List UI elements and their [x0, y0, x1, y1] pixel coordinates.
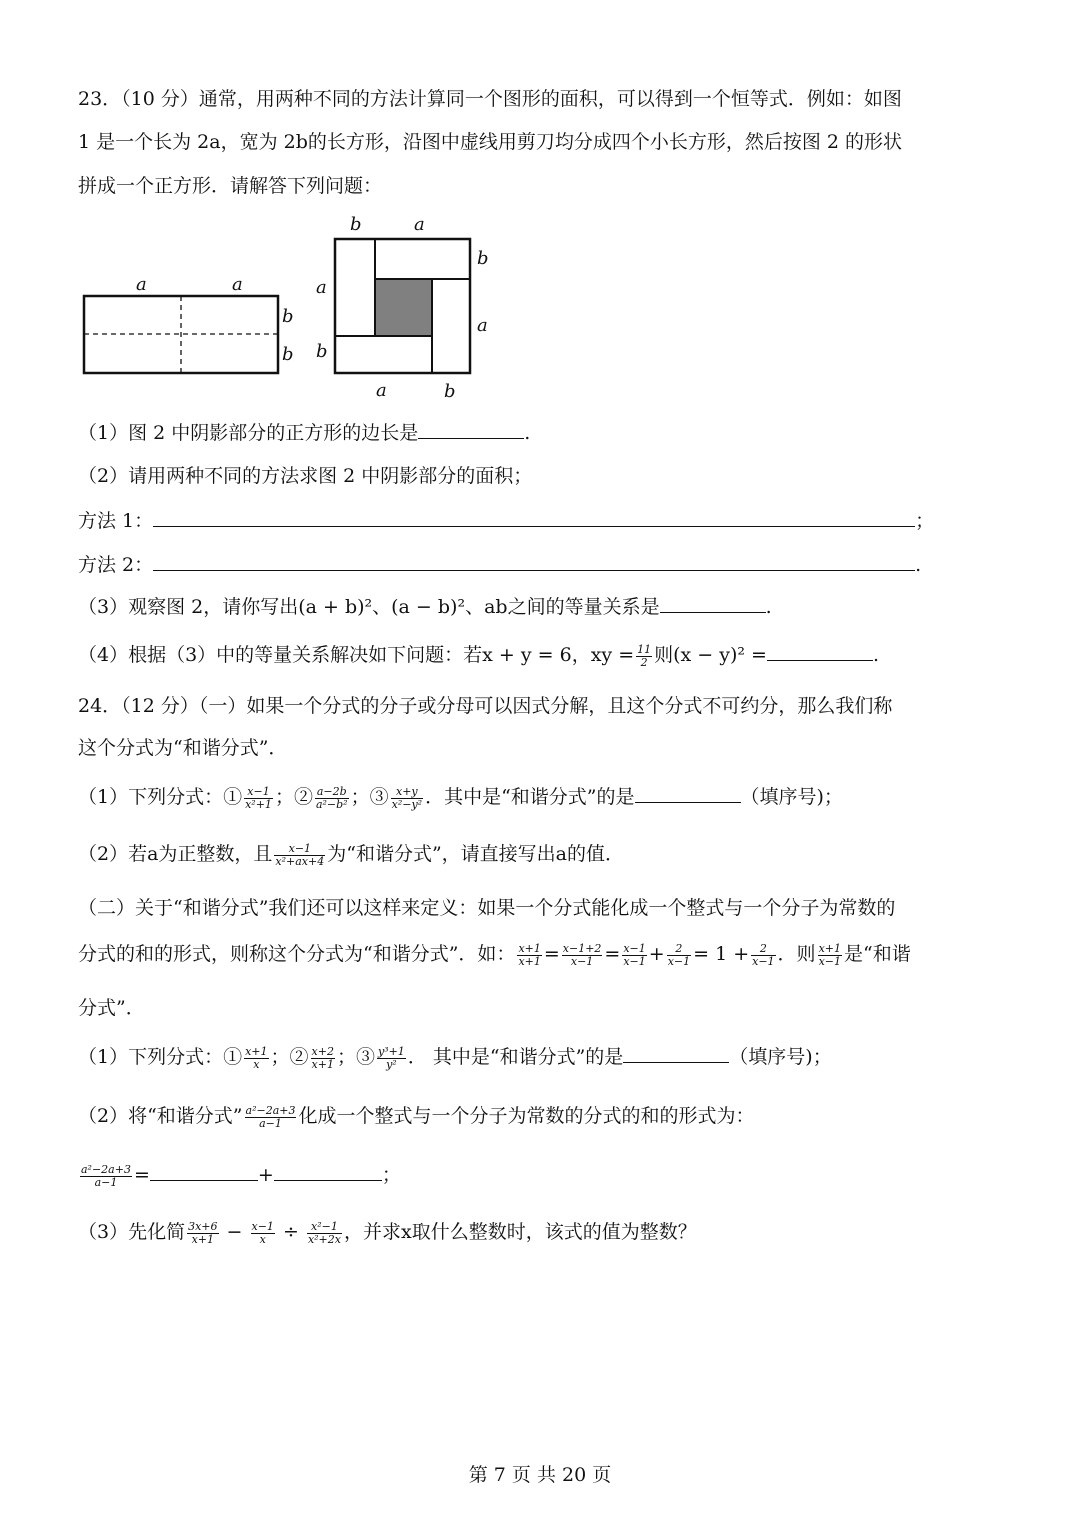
- method2-label: 方法 2：: [78, 554, 154, 576]
- q23-line2: 1 是一个长为 2a，宽为 2b的长方形，沿图中虚线用剪刀均分成四个小长方形，然后按图 2 的形状: [78, 131, 903, 153]
- shaded-square: [375, 279, 432, 336]
- answer-blank-method2[interactable]: [153, 550, 915, 571]
- q23-part4: （4）根据（3）中的等量关系解决如下问题：若x + y = 6，xy = $\frac{11}{2}$ 则(x − y)² = .: [78, 640, 879, 669]
- q24-a1-pre: （1）下列分式：①: [78, 786, 243, 808]
- frac-a2: $\frac{x-1}{\text{x²+ax+4}}$: [275, 841, 325, 868]
- answer-blank-xy[interactable]: [767, 640, 873, 661]
- frac-b3-2: $\frac{x-1}{x}$: [251, 1219, 274, 1246]
- frac-b1-2: $\frac{x+2}{x+1}$: [311, 1044, 334, 1071]
- sep: ；②: [274, 786, 313, 808]
- answer-blank-fraction-part[interactable]: [274, 1160, 382, 1181]
- ex-post: 是“和谐: [843, 943, 911, 965]
- fill-seq-note: （填序号)；: [740, 786, 843, 808]
- q23-part3: （3）观察图 2，请你写出(a + b)²、(a − b)²、ab之间的等量关系是 .: [78, 592, 772, 621]
- q24-b2-answer: $\frac{\text{a²−2a+3}}{a-1}$ = + ；: [78, 1160, 401, 1189]
- frac-ex-4: $\frac{2}{x-1}$: [667, 941, 691, 968]
- fig1-label-b-bottom: b: [282, 344, 294, 365]
- figure-1-rectangle: [70, 268, 310, 388]
- answer-blank-a1[interactable]: [635, 782, 741, 803]
- answer-blank-relation[interactable]: [660, 592, 766, 613]
- q24-line1: 24．（12 分）（一）如果一个分式的分子或分母可以因式分解，且这个分式不可约分，那么我们称: [78, 695, 893, 717]
- frac-b2-again: $\frac{\text{a²−2a+3}}{a-1}$: [81, 1162, 131, 1189]
- fig2-label-a-top: a: [414, 214, 425, 235]
- q23-part4-text-b: 则(x − y)² =: [654, 644, 767, 666]
- q23-line3: 拼成一个正方形．请解答下列问题：: [78, 175, 383, 197]
- fig2-label-b-top: b: [350, 214, 362, 235]
- frac-b3-1: $\frac{3x+6}{x+1}$: [188, 1219, 218, 1246]
- fig2-label-a-right: a: [477, 315, 488, 336]
- q24-b3: （3）先化简 $\frac{3x+6}{x+1}$ − $\frac{x-1}{x}$ ÷ $\frac{\text{x²−1}}{\text{x²+2x}}$ ，并求x取什么整数时，该式的值为整数？: [78, 1219, 697, 1246]
- ex-one: = 1 +: [693, 943, 750, 965]
- fig2-label-b-left-bottom: b: [316, 341, 328, 362]
- frac-b3-3: $\frac{\text{x²−1}}{\text{x²+2x}}$: [307, 1219, 341, 1246]
- frac-ex-1: $\frac{x+1}{x+1}$: [518, 941, 541, 968]
- fig1-label-a-left: a: [136, 274, 147, 295]
- frac-a1-3: $\frac{x+y}{\text{x²−y²}}$: [391, 784, 423, 811]
- q24-b-line3: 分式”．: [78, 997, 145, 1019]
- q24-a1: [78, 782, 843, 811]
- ex-then: ．则: [777, 943, 816, 965]
- frac-ex-6: $\frac{x+1}{x-1}$: [818, 941, 841, 968]
- q24-b1-post: ． 其中是“和谐分式”的是: [407, 1046, 624, 1068]
- q24-b-line1: （二）关于“和谐分式”我们还可以这样来定义：如果一个分式能化成一个整式与一个分子为常数的: [78, 897, 896, 919]
- answer-blank-side-length[interactable]: [418, 418, 524, 439]
- q24-a2: [78, 840, 624, 868]
- frac-b1-1: $\frac{x+1}{x}$: [245, 1044, 268, 1071]
- q24-b1: [78, 1042, 832, 1071]
- q24-b2-post: 化成一个整式与一个分子为常数的分式的和的形式为：: [298, 1105, 755, 1127]
- answer-blank-b1[interactable]: [623, 1042, 729, 1063]
- frac-ex-5: $\frac{2}{x-1}$: [752, 941, 775, 968]
- q23-method1: 方法 1： ；: [78, 506, 934, 535]
- q24-b2: [78, 1102, 755, 1130]
- method1-label: 方法 1：: [78, 510, 154, 532]
- answer-blank-method1[interactable]: [153, 506, 915, 527]
- answer-blank-integer-part[interactable]: [150, 1160, 258, 1181]
- fill-seq-note: （填序号)；: [729, 1046, 832, 1068]
- fig1-label-a-right: a: [232, 274, 243, 295]
- q24-b1-pre: （1）下列分式：①: [78, 1046, 243, 1068]
- q23-part4-text-a: （4）根据（3）中的等量关系解决如下问题：若x + y = 6，xy =: [78, 644, 635, 666]
- page-footer: 第 7 页 共 20 页: [468, 1464, 612, 1486]
- q24-b-line2-pre: 分式的和的形式，则称这个分式为“和谐分式”．如：: [78, 943, 516, 965]
- q24-b-line2: 分式的和的形式，则称这个分式为“和谐分式”．如： $\frac{x+1}{x+1}$ = $\frac{x-1+2}{x-1}$ = $\frac{x-1}{x-1}$ + $\frac{2}{x-1}$ = 1 + $\frac{2}{x-1}$ ．则 $\frac{x+1}{x-1}$ 是“和谐: [78, 941, 911, 968]
- q24-line2: 这个分式为“和谐分式”．: [78, 737, 288, 759]
- q24-b3-post: ，并求x取什么整数时，该式的值为整数？: [343, 1221, 697, 1243]
- fig1-label-b-top: b: [282, 306, 294, 327]
- q23-line1: 23．（10 分）通常，用两种不同的方法计算同一个图形的面积，可以得到一个恒等式．例如：如图: [78, 88, 902, 110]
- frac-a1-2: $\frac{a-2b}{\text{a²−b²}}$: [315, 784, 348, 811]
- q23-part2: （2）请用两种不同的方法求图 2 中阴影部分的面积；: [78, 465, 533, 487]
- frac-b2: $\frac{\text{a²−2a+3}}{a-1}$: [245, 1103, 296, 1130]
- fig2-label-b-right-top: b: [477, 248, 489, 269]
- fig2-label-b-bottom: b: [444, 381, 456, 402]
- sep: ；③: [350, 786, 389, 808]
- q24-a2-post: 为“和谐分式”，请直接写出a的值．: [327, 843, 624, 865]
- frac-a1-1: $\frac{x-1}{\text{x²+1}}$: [245, 784, 272, 811]
- q23-part1: （1）图 2 中阴影部分的正方形的边长是 .: [78, 418, 530, 447]
- fraction-11-over-2: $\frac{11}{2}$: [637, 642, 652, 669]
- sep: ；②: [270, 1046, 309, 1068]
- q24-b2-pre: （2）将“和谐分式”: [78, 1105, 243, 1127]
- figure-2-square: [310, 210, 500, 405]
- frac-ex-2: $\frac{x-1+2}{x-1}$: [562, 941, 602, 968]
- q23-part3-text: （3）观察图 2，请你写出(a + b)²、(a − b)²、ab之间的等量关系是: [78, 596, 660, 618]
- q24-a2-pre: （2）若a为正整数，且: [78, 843, 273, 865]
- frac-b1-3: $\frac{\text{y³+1}}{\text{y²}}$: [377, 1044, 405, 1071]
- frac-ex-3: $\frac{x-1}{x-1}$: [623, 941, 646, 968]
- q24-b3-pre: （3）先化简: [78, 1221, 186, 1243]
- q23-part1-text: （1）图 2 中阴影部分的正方形的边长是: [78, 422, 419, 444]
- sep: ；③: [336, 1046, 375, 1068]
- fig2-label-a-left: a: [316, 277, 327, 298]
- q23-method2: 方法 2： .: [78, 550, 921, 579]
- fig2-label-a-bottom: a: [376, 380, 387, 401]
- q24-a1-post: ．其中是“和谐分式”的是: [425, 786, 635, 808]
